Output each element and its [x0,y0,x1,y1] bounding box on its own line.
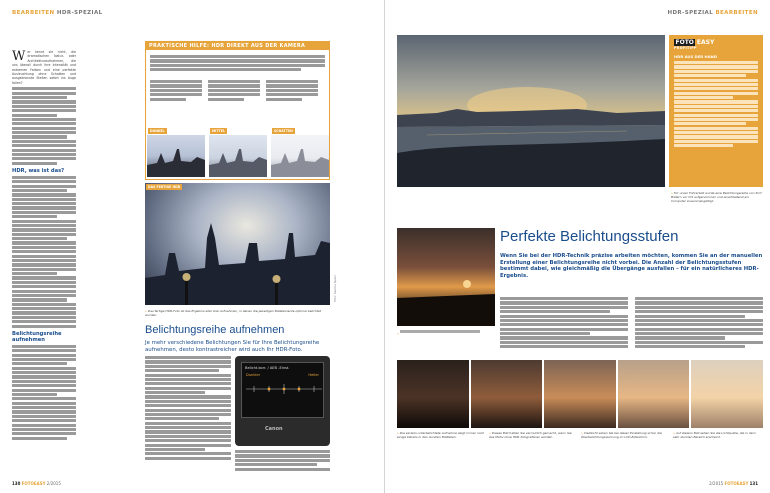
strip-photo-1 [397,360,469,428]
photo-fertig-hdr [145,183,330,305]
strip-caption-4: » Auf diesem Bild sehen Sie die Lichtquelle, die in dem sehr dunklen Bereich erscheint. [673,431,756,439]
reeds-icon [397,228,495,326]
photo-dunkel [147,135,205,177]
heading-hdr-what: HDR, was ist das? [12,167,65,174]
text-column-3 [235,450,330,474]
strip-photo-5 [691,360,763,428]
photo-sunset-reeds [397,228,495,326]
photo-credit: Foto: Sascha Spahr [333,275,337,302]
right-footer [709,481,758,486]
text-column-1 [12,50,76,475]
lead-left: Je mehr verschiedene Belichtungen Sie für Ihre Belichtungsreihe aufnehmen, desto kontrastreicher wird auch Ihr HDR-Foto. [145,340,320,353]
strip-caption-1: » Die einzeln unterbelichtete Aufnahme zeigt immer noch einige Details in den dunklen Bildteilen. [397,431,485,439]
tag-fertig-hdr: DAS FERTIGE HDR [148,184,181,189]
building-silhouette-icon [145,183,330,305]
right-page [385,0,770,493]
profitipp-label: PROFITIPP [674,46,697,50]
right-section-header [667,10,758,16]
caption-main: » Das fertige HDR-Foto ist das Ergebnis aller drei Aufnahmen, in denen die jeweiligen Bildelemente optimal belichtet wurden. [145,309,321,317]
camera-screen-text: Belicht.korr. / AEB -Einst. [245,366,290,370]
title-perfekte-belichtungsstufen: Perfekte Belichtungsstufen [500,228,679,245]
section-label: BEARBEITEN [12,10,55,16]
text-column-2 [145,356,231,471]
box-title: PRAKTISCHE HILFE: HDR DIREKT AUS DER KAMERA [145,41,330,50]
profitipp-heading: HDR AUS DER HAND [674,54,717,59]
caption-main-text: Das fertige HDR-Foto ist das Ergebnis aller drei Aufnahmen, in denen die jeweiligen Bildelemente optimal belichtet wurden. [145,309,321,317]
tag-schatten: SCHATTEN [274,128,293,133]
right-page-number: 131 [749,481,758,486]
intro-text: er kennt sie nicht, die dramatischen Natur- oder Architekturaufnahmen, die uns überall durch ihre Intensität und extremen Farben und eine perfekte Ausleuchtung ohne Schatten und ausgebrannte Stellen sofort ins Auge fallen? [12,50,76,85]
title-belichtungsreihe: Belichtungsreihe aufnehmen [145,324,285,336]
left-section-header [12,10,103,16]
camera-dunkler-label: Dunkler [246,373,261,377]
left-footer-brand: FOTOEASY [21,481,46,486]
text-column-right-2 [635,297,763,357]
left-footer-issue: 2/2015 [46,481,61,486]
sunset-scene-icon [397,35,665,187]
right-footer-issue: 2/2015 [709,481,724,486]
silhouette-icon [147,135,205,177]
left-footer [12,481,61,486]
strip-caption-3: » Vielleicht sehen Sie bei dieser Einstellung schon die Überbelichtungswarnung im LCD-Bildschirm. [581,431,662,439]
side-caption: » Für unser Führerbild wurde eine Belichtungsreihe von fünf Bildern vor Ort aufgenommen und anschließend am Computer zusammengefügt. [671,191,762,203]
profitipp-logo: FOTO EASY [675,39,715,46]
photo-hdr-sunset [397,35,665,187]
section-title-right: HDR-SPEZIAL [667,10,714,16]
profitipp-box [669,35,763,187]
section-title: HDR-SPEZIAL [56,10,103,16]
right-footer-brand: FOTOEASY [724,481,749,486]
camera-brand: Canon [265,426,283,432]
strip-caption-2: » Dieses Bild hatten Sie vermutlich gemacht, wenn Sie das Motiv ohne HDR fotografieren würden. [489,431,572,439]
strip-photo-2 [471,360,543,428]
lead-right: Wenn Sie bei der HDR-Technik präzise arbeiten möchten, kommen Sie an der manuellen Erstellung einer Belichtungsreihe nicht vorbei. Die Anzahl der Belichtungsstufen bestimmt dabei, wie gleichmäßig die Übergänge ausfallen – für ein natürlicheres HDR-Ergebnis. [500,253,763,279]
side-caption-text: Für unser Führerbild wurde eine Belichtungsreihe von fünf Bildern vor Ort aufgenommen und anschließend am Computer zusammengefügt. [671,191,762,203]
strip-photo-4 [618,360,690,428]
intro-paragraph [12,50,76,85]
camera-back [235,356,330,446]
dropcap: W [12,50,26,64]
camera-lcd [241,362,324,418]
section-label-right: BEARBEITEN [715,10,758,16]
tag-mittel: MITTEL [212,128,225,133]
heading-aufnehmen: Belichtungsreihe aufnehmen [12,330,62,343]
left-page-number: 130 [12,481,21,486]
tag-dunkel: DUNKEL [150,128,165,133]
photo-mittel [209,135,267,177]
caption-reeds: » [397,330,495,335]
photo-schatten [271,135,329,177]
camera-heller-label: Heller [308,373,319,377]
text-column-right-1 [500,297,628,357]
exposure-scale-icon [244,381,324,397]
strip-photo-3 [544,360,616,428]
exposure-strip [397,360,763,428]
